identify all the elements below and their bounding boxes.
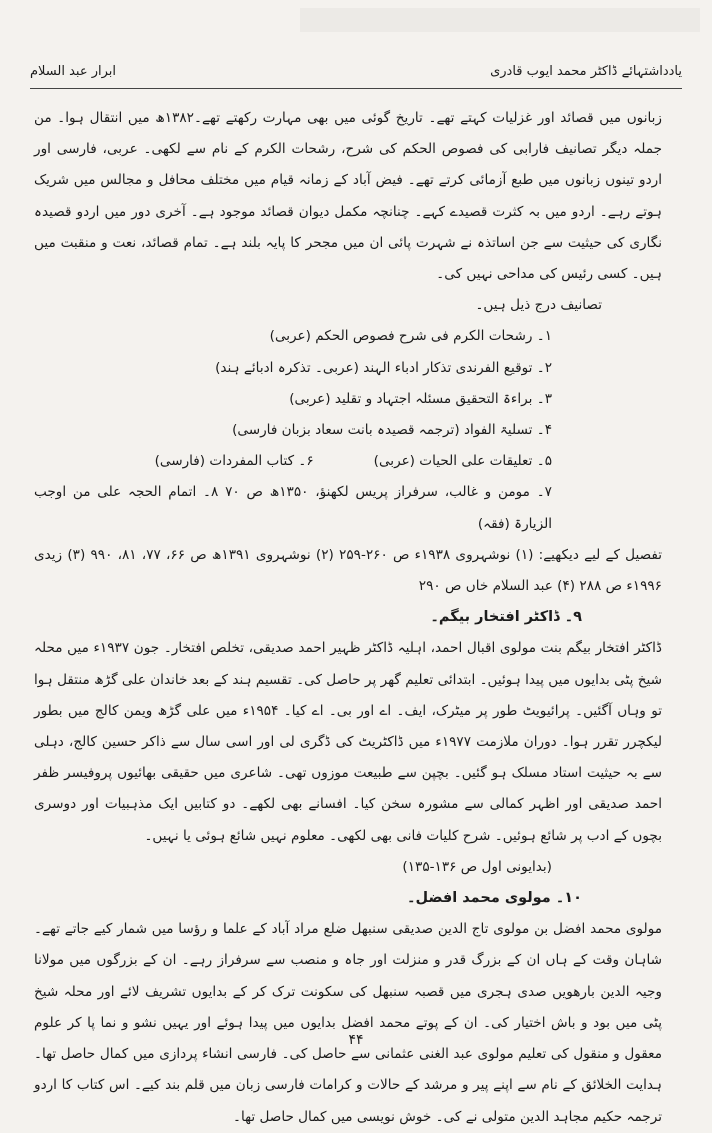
- work-item-6: ۶۔ کتاب المفردات (فارسی): [154, 453, 314, 470]
- work-item-5: ۵۔ تعلیقات علی الحیات (عربی): [373, 453, 552, 470]
- header-book-title: یادداشتہائے ڈاکٹر محمد ایوب قادری: [490, 63, 682, 79]
- section-10-paragraph: مولوی محمد افضل بن مولوی تاج الدین صدیقی سنبھل ضلع مراد آباد کے علما و رؤسا میں شمار کیے جاتے تھے۔ شاہان وقت کے ہاں ان کے بزرگ قدر و منزلت اور جاہ و منصب سے سرفراز رہے۔ ان کے بزرگوں میں مولانا وجیہ الدین بارھویں صدی ہجری میں قصبہ سنبھل کی سکونت ترک کر کے بدایوں تشریف لائے اور محلہ شیخ پٹی میں بود و باش اختیار کی۔ ان کے پوتے محمد افضل بدایوں میں پیدا ہوئے اور یہیں نشو و نما پا کر علوم معقول و منقول کی تعلیم مولوی عبد الغنی عثمانی سے حاصل کی۔ فارسی انشاء پردازی میں کمال حاصل تھا۔ ہدایت الخلائق کے نام سے اپنے پیر و مرشد کے حالات و کرامات فارسی زبان میں قلم بند کیے۔ اس کتاب کا اردو ترجمہ حکیم مجاہد الدین متولی نے کی۔ خوش نویسی میں کمال حاصل تھا۔: [34, 921, 662, 1125]
- work-item-1: ۱۔ رشحات الکرم فی شرح فصوص الحکم (عربی): [269, 328, 552, 345]
- section-9-reference: (بدایونی اول ص ۱۳۶-۱۳۵): [402, 858, 552, 875]
- running-header: [30, 58, 682, 84]
- header-rule: [30, 88, 682, 89]
- work-item-7-8: ۷۔ مومن و غالب، سرفراز پریس لکھنؤ، ۱۳۵۰ھ ص ۷۰ ۸۔ اتمام الحجہ علی من اوجب الزیارۃ (فقہ): [34, 484, 552, 532]
- header-author: ابرار عبد السلام: [30, 63, 117, 79]
- work-row-5-6: [34, 446, 662, 477]
- references: تفصیل کے لیے دیکھیے: (۱) نوشہروی ۱۹۳۸ء ص ۲۶۰-۲۵۹ (۲) نوشہروی ۱۳۹۱ھ ص ۶۶، ۷۷، ۸۱، ۹۹۰ (۳) زیدی ۱۹۹۶ء ص ۲۸۸ (۴) عبد السلام خاں ص ۲۹۰: [34, 546, 663, 595]
- section-10-heading: ۱۰۔ مولوی محمد افضل۔: [407, 890, 582, 907]
- work-item-3: ۳۔ براءۃ التحقیق مسئلہ اجتہاد و تقلید (عربی): [289, 390, 552, 407]
- page-number: ۴۴: [348, 1032, 364, 1048]
- work-item-2: ۲۔ توقیع الفرندی تذکار ادباء الہند (عربی۔ تذکرہ ادبائے ہند): [215, 359, 552, 376]
- work-item-4: ۴۔ تسلیۃ الفواد (ترجمہ قصیدہ بانت سعاد بزبان فارسی): [232, 422, 552, 439]
- section-9-paragraph: ڈاکٹر افتخار بیگم بنت مولوی اقبال احمد، اہلیہ ڈاکٹر ظہیر احمد صدیقی، تخلص افتخار۔ جون ۱۹۳۷ء میں محلہ شیخ پٹی بدایوں میں پیدا ہوئیں۔ ابتدائی تعلیم گھر پر حاصل کی۔ تقسیم ہند کے بعد خاندان علی گڑھ منتقل ہوا تو وہاں آگئیں۔ پرائیویٹ طور پر میٹرک، ایف۔ اے اور بی۔ اے کیا۔ ۱۹۵۴ء میں علی گڑھ ویمن کالج میں بطور لیکچرر تقرر ہوا۔ دوران ملازمت ۱۹۷۷ء میں ڈاکٹریٹ کی ڈگری لی اور اسی سال سے ذاکر حسین کالج، دہلی سے بہ حیثیت استاد مسلک ہو گئیں۔ بچپن سے طبیعت موزوں تھی۔ شاعری میں حقیقی بھائیوں پروفیسر ظفر احمد صدیقی اور اظہر کمالی سے مشورہ سخن کیا۔ افسانے بھی لکھے۔ دو کتابیں ایک مذہبیات اور دوسری بچوں کے ادب پر شائع ہوئیں۔ شرح کلیات فانی بھی لکھی۔ معلوم نہیں شائع ہوئی یا نہیں۔: [34, 640, 662, 844]
- paragraph-1: زبانوں میں قصائد اور غزلیات کہتے تھے۔ تاریخ گوئی میں بھی مہارت رکھتے تھے۔۱۳۸۲ھ میں انتقال ہوا۔ من جملہ دیگر تصانیف فارابی کی فصوص الحکم کی شرح، رشحات الکرم کے نام سے لکھی۔ عربی، فارسی اور اردو تینوں زبانوں میں طبع آزمائی کرتے تھے۔ فیض آباد کے زمانہ قیام میں مختلف محافل و مجالس میں شریک ہوتے رہے۔ اردو میں بہ کثرت قصیدے کہے۔ چنانچہ مکمل دیوان قصائد موجود ہے۔ آخری دور میں اردو قصیدہ نگاری کی حیثیت سے جن اساتذہ نے شہرت پائی ان میں مجحر کا پایہ بلند ہے۔ تمام قصائد، نعت و منقبت میں ہیں۔ کسی رئیس کی مداحی نہیں کی۔: [34, 110, 662, 283]
- works-intro: تصانیف درج ذیل ہیں۔: [475, 297, 602, 314]
- section-9-heading: ۹۔ ڈاکٹر افتخار بیگم۔: [430, 609, 582, 626]
- bleed-through-shadow: [300, 8, 700, 32]
